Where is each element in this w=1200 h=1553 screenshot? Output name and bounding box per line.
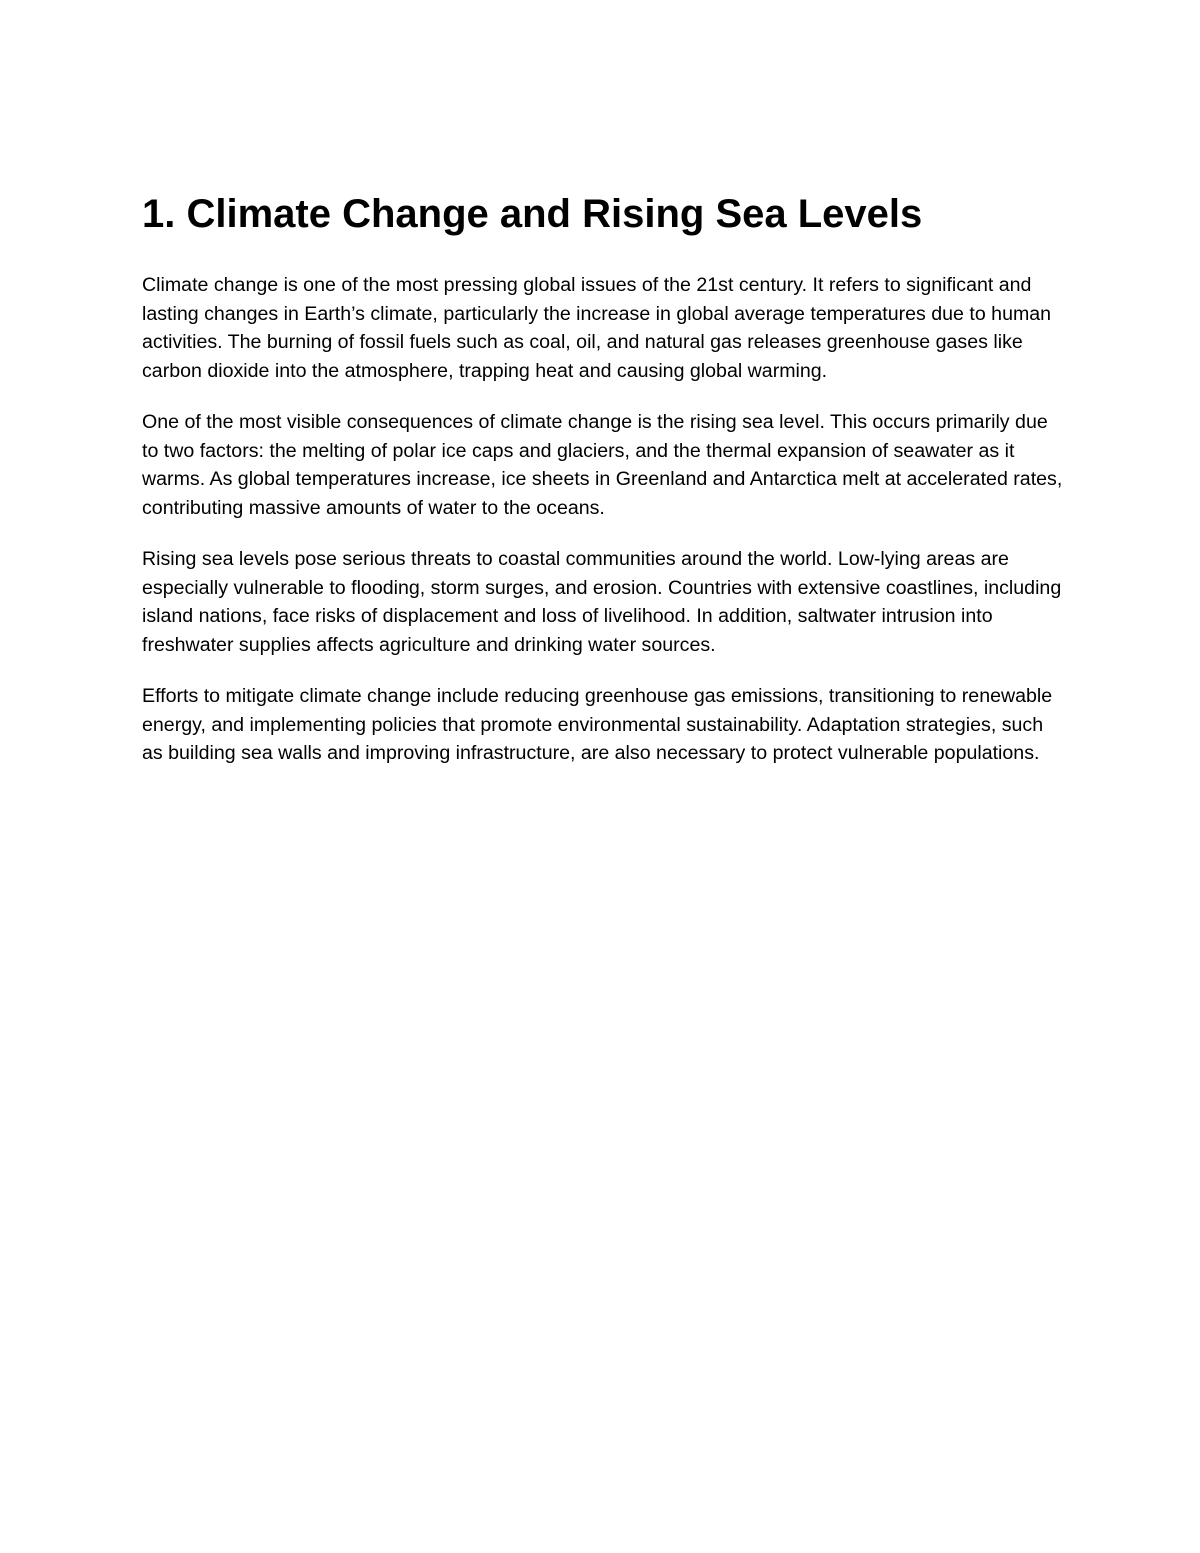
paragraph-sea-level-causes: One of the most visible consequences of climate change is the rising sea level. This occurs primarily due to two factors: the melting of polar ice caps and glaciers, and the thermal expansion of seawater as it warms. As global temperatures increase, ice sheets in Greenland and Antarctica melt at accelerated rates, contributing massive amounts of water to the oceans.: [142, 411, 1063, 519]
document-body: [142, 190, 1067, 791]
paragraph-intro: Climate change is one of the most pressing global issues of the 21st century. It refers to significant and lasting changes in Earth’s climate, particularly the increase in global average temperatures due to human activities. The burning of fossil fuels such as coal, oil, and natural gas releases greenhouse gases like carbon dioxide into the atmosphere, trapping heat and causing global warming.: [142, 274, 1052, 382]
paragraph-mitigation: Efforts to mitigate climate change include reducing greenhouse gas emissions, transitioning to renewable energy, and implementing policies that promote environmental sustainability. Adaptation strategies, such as building sea walls and improving infrastructure, are also necessary to protect vulnerable populations.: [142, 685, 1053, 764]
document-title: 1. Climate Change and Rising Sea Levels: [142, 192, 923, 236]
paragraph-coastal-threats: Rising sea levels pose serious threats to coastal communities around the world. Low-lying areas are especially vulnerable to flooding, storm surges, and erosion. Countries with extensive coastlines, including island nations, face risks of displacement and loss of livelihood. In addition, saltwater intrusion into freshwater supplies affects agriculture and drinking water sources.: [142, 548, 1062, 656]
